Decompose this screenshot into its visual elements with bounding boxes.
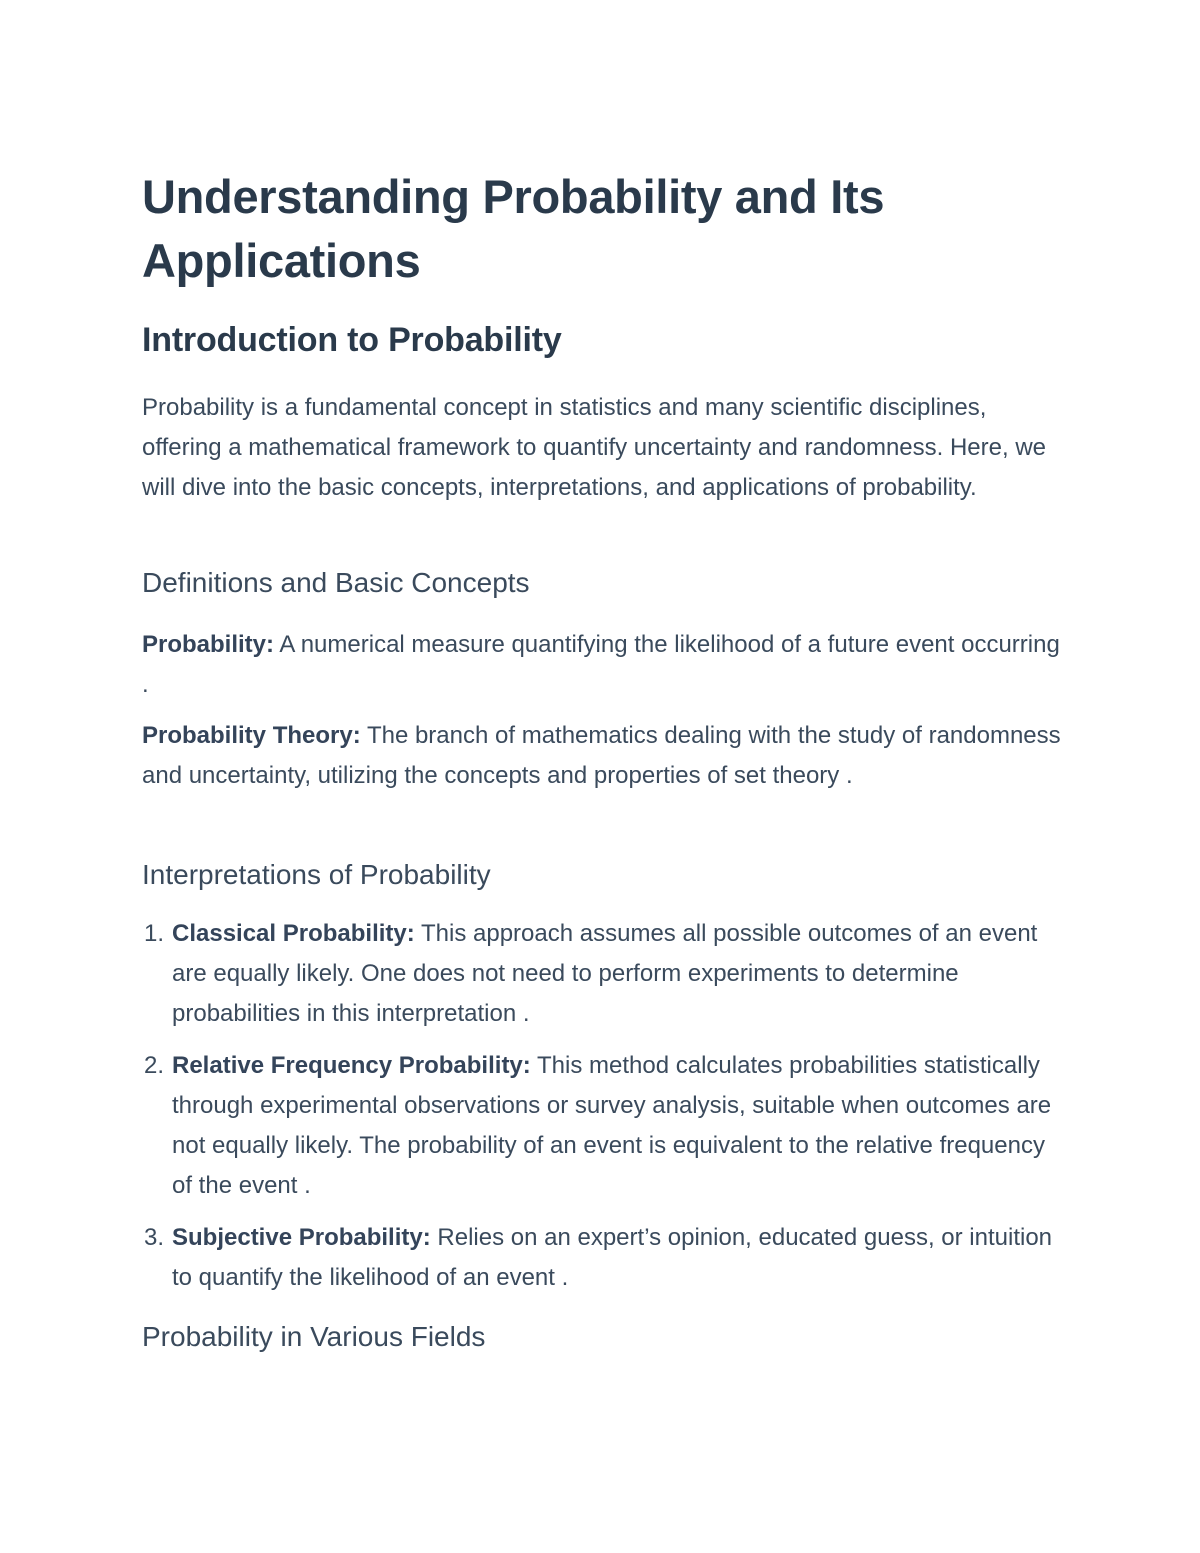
definition-term: Probability:	[142, 631, 275, 658]
list-item-text: Relies on an expert’s opinion, educated guess, or intuition to quantify the likelihood of an event .	[172, 1224, 1053, 1291]
list-item	[142, 914, 1062, 1034]
section-heading-introduction: Introduction to Probability	[142, 321, 562, 359]
list-item-number: 1.	[144, 920, 165, 947]
subheading-fields: Probability in Various Fields	[142, 1321, 486, 1352]
list-item-term: Classical Probability:	[172, 920, 415, 947]
list-item-term: Relative Frequency Probability:	[172, 1052, 531, 1079]
list-item-number: 2.	[144, 1052, 165, 1079]
document-title: Understanding Probability and Its Applications	[142, 170, 885, 287]
definition-probability	[142, 625, 1062, 705]
definition-text: The branch of mathematics dealing with the study of randomness and uncertainty, utilizing the concepts and properties of set theory .	[142, 722, 1061, 789]
list-item-text: This approach assumes all possible outcomes of an event are equally likely. One does not need to perform experiments to determine probabilities in this interpretation .	[172, 920, 1038, 1027]
list-item	[142, 1218, 1062, 1298]
definition-text: A numerical measure quantifying the likelihood of a future event occurring .	[142, 631, 1060, 698]
interpretations-list	[142, 914, 1062, 1310]
subheading-interpretations: Interpretations of Probability	[142, 859, 491, 890]
intro-paragraph: Probability is a fundamental concept in statistics and many scientific disciplines, offering a mathematical framework to quantify uncertainty and randomness. Here, we will dive into the basic concepts, interpretations, and applications of probability.	[142, 394, 1047, 501]
subheading-definitions: Definitions and Basic Concepts	[142, 567, 530, 598]
list-item-term: Subjective Probability:	[172, 1224, 431, 1251]
list-item	[142, 1046, 1062, 1206]
list-item-number: 3.	[144, 1224, 165, 1251]
definition-probability-theory	[142, 716, 1062, 796]
list-item-text: This method calculates probabilities statistically through experimental observations or survey analysis, suitable when outcomes are not equally likely. The probability of an event is equivalent to the relative frequency of the event .	[172, 1052, 1052, 1199]
definition-term: Probability Theory:	[142, 722, 361, 749]
